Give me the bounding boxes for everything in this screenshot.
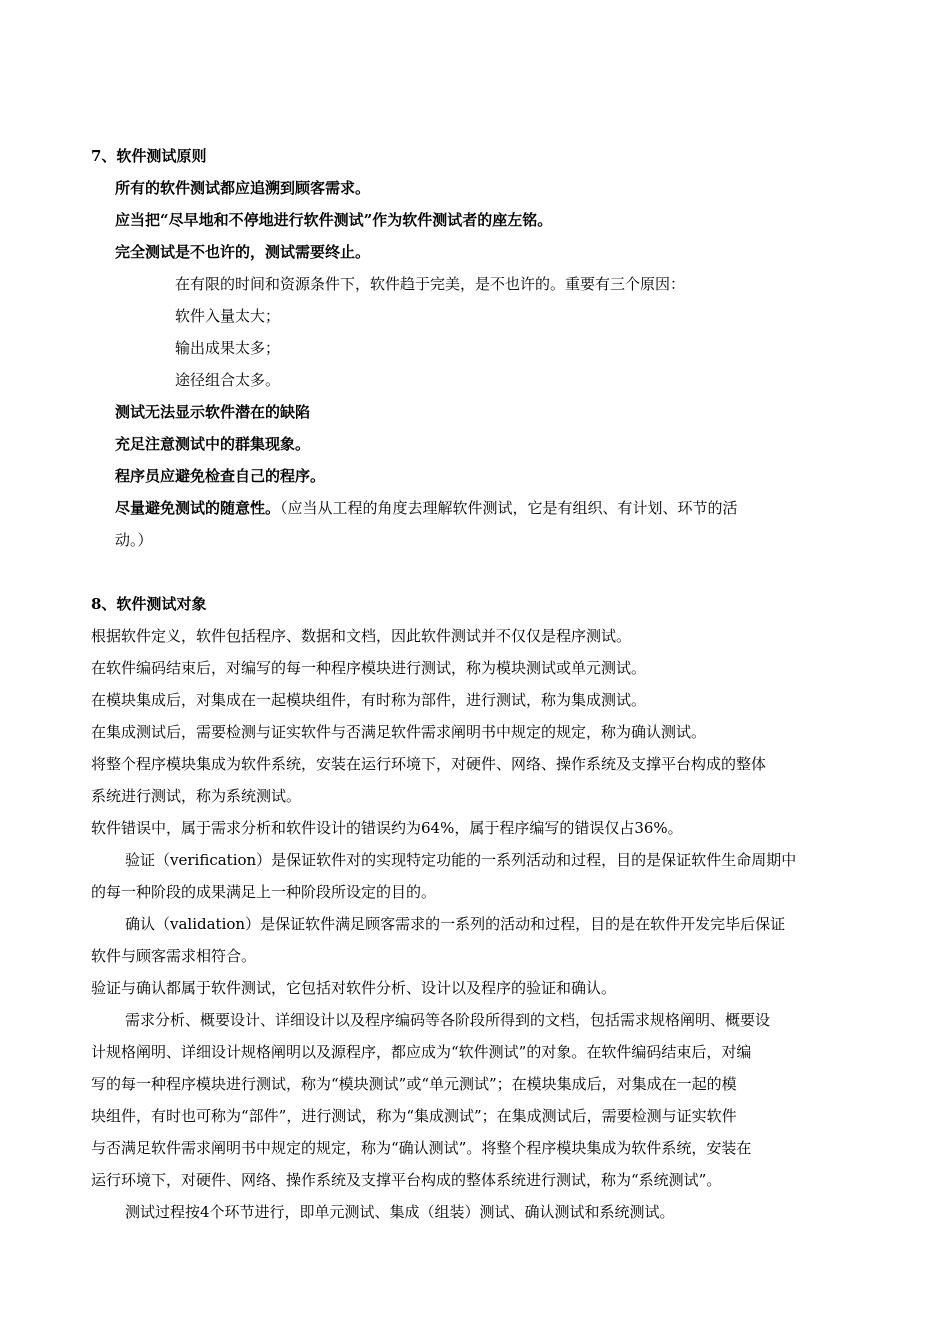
principle-line: 完全测试是不也许的，测试需要终止。 (115, 243, 371, 261)
body-line: 在模块集成后，对集成在一起模块组件，有时称为部件，进行测试，称为集成测试。 (91, 691, 647, 709)
last-principle-note: （应当从工程的角度去理解软件测试，它是有组织、有计划、环节的活 (280, 499, 738, 517)
body-line: 计规格阐明、详细设计规格阐明以及源程序，都应成为“软件测试”的对象。在软件编码结束后，对编 (91, 1043, 752, 1061)
body-line: 在软件编码结束后，对编写的每一种程序模块进行测试，称为模块测试或单元测试。 (91, 659, 647, 677)
body-line: 块组件，有时也可称为“部件”，进行测试，称为“集成测试”；在集成测试后，需要检测与证实软件 (91, 1107, 737, 1125)
body-line: 根据软件定义，软件包括程序、数据和文档，因此软件测试并不仅仅是程序测试。 (91, 627, 632, 645)
body-line: 验证与确认都属于软件测试，它包括对软件分析、设计以及程序的验证和确认。 (91, 979, 617, 997)
body-line: 测试过程按4个环节进行，即单元测试、集成（组装）测试、确认测试和系统测试。 (125, 1203, 675, 1221)
principle-line: 测试无法显示软件潜在的缺陷 (115, 403, 311, 421)
reason-intro: 在有限的时间和资源条件下，软件趋于完美，是不也许的。重要有三个原因： (175, 275, 686, 293)
body-line: 运行环境下，对硬件、网络、操作系统及支撑平台构成的整体系统进行测试，称为“系统测试”。 (91, 1171, 722, 1189)
last-principle-line (115, 498, 738, 518)
body-line: 验证（verification）是保证软件对的实现特定功能的一系列活动和过程，目的是保证软件生命周期中 (125, 851, 797, 869)
reason-item: 输出成果太多； (175, 339, 281, 357)
body-line: 软件错误中，属于需求分析和软件设计的错误约为64%，属于程序编写的错误仅占36%。 (91, 819, 683, 837)
principle-line: 应当把“尽早地和不停地进行软件测试”作为软件测试者的座左铭。 (115, 211, 553, 229)
body-line: 将整个程序模块集成为软件系统，安装在运行环境下，对硬件、网络、操作系统及支撑平台构成的整体 (91, 755, 767, 773)
principle-line: 充足注意测试中的群集现象。 (115, 435, 311, 453)
last-principle-note-continued: 动。） (115, 531, 153, 549)
body-line: 确认（validation）是保证软件满足顾客需求的一系列的活动和过程，目的是在软件开发完毕后保证 (125, 915, 786, 933)
principle-line: 程序员应避免检查自己的程序。 (115, 467, 326, 485)
body-line: 需求分析、概要设计、详细设计以及程序编码等各阶段所得到的文档，包括需求规格阐明、概要设 (125, 1011, 771, 1029)
section-7-heading: 7、软件测试原则 (91, 147, 207, 165)
body-line: 与否满足软件需求阐明书中规定的规定，称为“确认测试”。将整个程序模块集成为软件系统，安装在 (91, 1139, 752, 1157)
principle-line: 所有的软件测试都应追溯到顾客需求。 (115, 179, 371, 197)
body-line: 写的每一种程序模块进行测试，称为“模块测试”或“单元测试”；在模块集成后，对集成在一起的模 (91, 1075, 737, 1093)
reason-item: 途径组合太多。 (175, 371, 281, 389)
section-8-heading: 8、软件测试对象 (91, 595, 207, 613)
reason-item: 软件入量太大； (175, 307, 281, 325)
body-line: 系统进行测试，称为系统测试。 (91, 787, 302, 805)
last-principle-bold: 尽量避免测试的随意性。 (115, 499, 281, 517)
body-line: 的每一种阶段的成果满足上一种阶段所设定的目的。 (91, 883, 437, 901)
body-line: 在集成测试后，需要检测与证实软件与否满足软件需求阐明书中规定的规定，称为确认测试。 (91, 723, 707, 741)
body-line: 软件与顾客需求相符合。 (91, 947, 257, 965)
